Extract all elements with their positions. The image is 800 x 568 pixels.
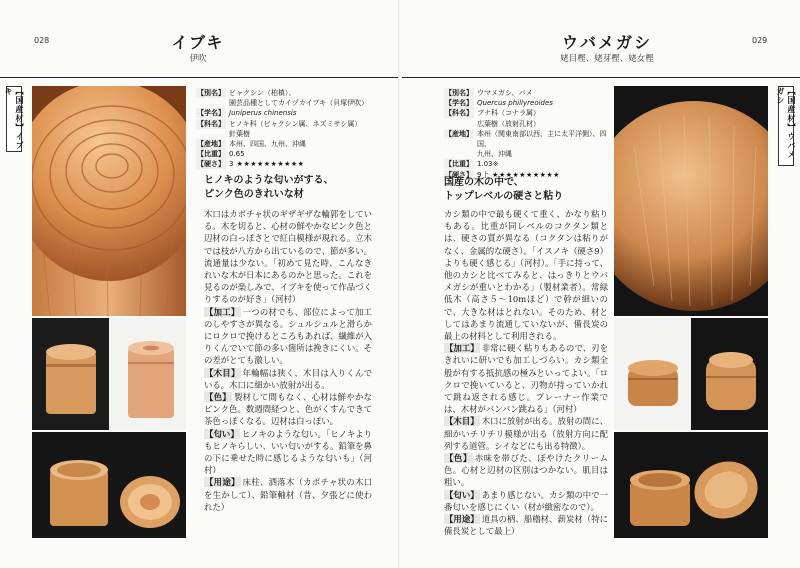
ubamegashi-main-photo — [614, 86, 768, 316]
page-number-left: 028 — [34, 36, 50, 45]
header-rule-right — [402, 77, 800, 78]
info-row-family: 【科名】 ヒノキ科（ビャクシン属、ネズミサシ属） 針葉樹 — [197, 119, 362, 138]
paragraph: 【匂い】 ヒノキのような匂い。「ヒノキよりもヒノキらしい、いい匂いがする。鉛筆を鼻の下に乗せた時に感じるような匂いも」（河村） — [204, 428, 373, 476]
right-page — [400, 0, 800, 568]
species-title-right: ウバメガシ — [561, 33, 652, 52]
species-title-left: イブキ — [171, 33, 225, 52]
info-row-family: 【科名】 ブナ科（コナラ属） 広葉樹（放射孔材） — [445, 109, 540, 128]
info-row-alias: 【別名】 ビャクシン（柏槙）、 園芸品種としてカイヅカイブキ（貝塚伊吹） — [197, 89, 369, 108]
species-subtitle-left: 伊吹 — [189, 54, 207, 64]
paragraph: カシ類の中で最も硬くて重く、かなり粘りもある。比重が同レベルのコクタン類とは、硬さの質が異なる（コクタンは粘りがなく、金属的な硬さ）。「イスノキ（硬さ9）よりも硬く感じる」（河村）。「手に持って、他のカシと比べてみると、はっきりとウバメガシが重いとわかる」（製材業者）。常緑低木（高さ５〜10mほど）で幹が細いので、大きな材はとれない。そのため、材としてはあまり流通していないが、備長炭の最上の材料として利用される。 — [444, 209, 608, 342]
info-row-hardness: 【硬さ】 3 ★★★★★★★★★★ — [197, 160, 305, 169]
ubamegashi-open-box-photo — [614, 432, 768, 538]
ibuki-open-box-photo — [32, 432, 186, 538]
info-block-right — [444, 88, 614, 180]
info-row-scientific-name: 【学名】 Juniperus chinensis — [197, 109, 297, 118]
side-tab-left: 【国産材】イブキ — [4, 87, 24, 150]
ubamegashi-lidded-box-photo — [614, 318, 768, 430]
body-text-right — [444, 208, 608, 537]
info-row-specific-gravity: 【比重】 0.65 — [197, 150, 245, 159]
paragraph: 【匂い】 あまり感じない。カシ類の中で一番匂いを感じにくい（材が緻密なので）。 — [444, 489, 609, 512]
header-rule-left — [0, 77, 398, 78]
paragraph: 【色】 赤味を帯びた、ぼやけたクリーム色。心材と辺材の区別はつかない。肌目は粗い。 — [444, 453, 609, 488]
side-tab-right: 【国産材】ウバメガシ — [778, 86, 794, 166]
info-row-origin: 【産地】 本州（関東南部以西、主に太平洋側）、四国、 九州、沖縄 — [445, 129, 607, 159]
info-row-scientific-name: 【学名】 Quercus phillyreoides — [445, 99, 553, 108]
paragraph: 【色】 製材して間もなく、心材は鮮やかなピンク色。数週間経つと、色がくすんできて茶色っぽくなる。辺材は白っぽい。 — [204, 392, 372, 427]
body-text-left — [204, 208, 372, 513]
paragraph: 【加工】 一つの材でも、部位によって加工のしやすさが異なる。シュルシュルと滑らかにロクロで挽けるところもあれば、繊維が入りくんでいて節の多い箇所は挽きにくい。その差がとても激しい。 — [204, 306, 373, 366]
info-row-origin: 【産地】 本州、四国、九州、沖縄 — [197, 140, 306, 149]
paragraph: 木口はカボチャ状のギザギザな輪郭をしている。木を切ると、心材の鮮やかなピンク色と辺材の白っぽさとで紅白模様が現れる。立木では枝が八方から出ているので、節が多い。流通量は少ない。「初めて見た時、こんなきれいな木が日本にあるのかと思った。これを見るのが楽しみで、イブキを使って作品づくりするのが好き」（河村） — [204, 209, 372, 305]
info-row-hardness: 【硬さ】 9上 ★★★★★★★★★★ — [445, 170, 560, 179]
paragraph: 【用途】 道具の柄、船櫓材、薪炭材（特に備長炭として最上） — [444, 514, 609, 537]
paragraph: 【木目】 木口に放射が出る。放射の間に、細かいチリチリ模様が出る（放射方向に配列する道管。シイなどにも出る特徴）。 — [444, 416, 609, 451]
info-row-alias: 【別名】 ウマメガシ、バメ — [445, 89, 533, 97]
ibuki-main-photo — [32, 86, 186, 316]
headline-right: 国産の木の中で、 トップレベルの硬さと粘り — [444, 177, 564, 202]
info-row-specific-gravity: 【比重】 1.03※ — [445, 160, 499, 169]
paragraph: 【木目】 年輪幅は狭く、木目は入りくんでいる。木口に細かい放射が出る。 — [204, 367, 372, 390]
paragraph: 【加工】 非常に硬く粘りもあるので、刃をきれいに研いでも加工しづらい。カシ類全般が有する抵抗感の極みといってよい。「ロクロで挽いていると、刃物が持っていかれて跳ね返される感じ。プレーナー作業では、木材がバンバン跳ねる」（河村） — [444, 343, 608, 415]
page-number-right: 029 — [752, 36, 768, 45]
species-subtitle-right: 姥目樫、姥芽樫、姥女樫 — [560, 54, 654, 64]
paragraph: 【用途】 床柱、洒落木（カボチャ状の木口を生かして）、鉛筆軸材（昔、夕張どに使われた） — [204, 477, 372, 512]
headline-left: ヒノキのような匂いがする、 ピンク色のきれいな材 — [204, 175, 334, 200]
info-block-left — [196, 88, 372, 170]
ibuki-lidded-box-photo — [32, 318, 186, 430]
